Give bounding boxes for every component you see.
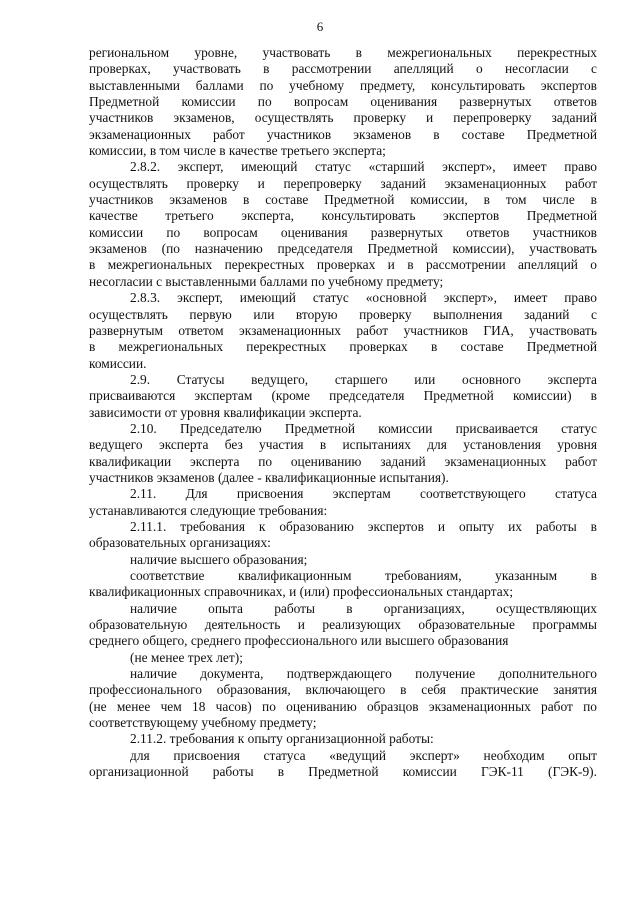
text-line: соответствие квалификационным требованиям, указанным в: [130, 568, 597, 583]
document-body: [89, 45, 597, 780]
text-line: качестве третьего эксперта, консультировать экспертов Предметной: [89, 208, 597, 224]
text-line: 2.11.1. требования к образованию экспертов и опыту их работы в: [130, 518, 597, 534]
text-line: участников экзаменов в составе Предметной комиссии, в том числе в: [89, 192, 597, 208]
text-line: зависимости от уровня квалификации эксперта.: [89, 404, 362, 420]
text-line: экзаменов (по назначению председателя Предметной комиссии), участвовать: [89, 241, 597, 257]
text-line: для присвоения статуса «ведущий эксперт» необходим опыт: [130, 747, 597, 763]
text-line: в межрегиональных перекрестных проверках в составе Предметной: [89, 339, 597, 355]
text-line: развернутым ответом экзаменационных работ участников ГИА, участвовать: [89, 322, 597, 338]
text-line: комиссии, в том числе в качестве третьего эксперта;: [89, 143, 386, 159]
text-line: региональном уровне, участвовать в межрегиональных перекрестных: [89, 45, 597, 60]
text-line: осуществлять проверку и перепроверку заданий экзаменационных работ: [89, 175, 597, 191]
text-line: присваиваются экспертам (кроме председателя Предметной комиссии) в: [89, 388, 597, 404]
text-line: комиссии по вопросам оценивания развернутых ответов участников: [89, 224, 597, 240]
text-line: среднего общего, среднего профессионального или высшего образования: [89, 633, 509, 649]
text-line: образовательную деятельность и реализующих образовательные программы: [89, 617, 597, 633]
text-line: 2.10. Председателю Предметной комиссии присваивается статус: [130, 420, 597, 436]
text-line: 2.11. Для присвоения экспертам соответствующего статуса: [130, 486, 597, 502]
text-line: образовательных организациях:: [89, 535, 271, 551]
text-line: проверках, участвовать в рассмотрении апелляций о несогласии с: [89, 61, 597, 77]
text-line: несогласии с выставленными баллами по учебному предмету;: [89, 273, 444, 289]
text-line: квалификационных справочниках, и (или) профессиональных стандартах;: [89, 584, 514, 600]
text-line: устанавливаются следующие требования:: [89, 502, 328, 518]
text-line: наличие документа, подтверждающего получение дополнительного: [130, 666, 597, 682]
text-line: 2.8.3. эксперт, имеющий статус «основной эксперт», имеет право: [130, 290, 597, 306]
text-line: комиссии.: [89, 355, 147, 371]
text-line: 2.11.2. требования к опыту организационной работы:: [130, 731, 434, 747]
text-line: в межрегиональных перекрестных проверках и в рассмотрении апелляций о: [89, 257, 597, 273]
text-line: профессионального образования, включающего в себя практические занятия: [89, 682, 597, 698]
page-number: 6: [316, 19, 324, 34]
text-line: Предметной комиссии по вопросам оценивания развернутых ответов: [89, 94, 597, 110]
text-line: выставленными баллами по учебному предмету, консультировать экспертов: [89, 77, 597, 93]
text-line: участников экзаменов (далее - квалификационные испытания).: [89, 469, 449, 485]
text-line: организационной работы в Предметной комиссии ГЭК-11 (ГЭК-9).: [89, 764, 597, 780]
text-line: соответствующему учебному предмету;: [89, 715, 317, 731]
text-line: 2.8.2. эксперт, имеющий статус «старший эксперт», имеет право: [130, 159, 597, 175]
text-line: осуществлять первую или вторую проверку выполнения заданий с: [89, 306, 597, 322]
text-line: наличие опыта работы в организациях, осуществляющих: [130, 600, 597, 616]
text-line: ведущего эксперта без участия в испытаниях для установления уровня: [89, 437, 597, 453]
text-line: 2.9. Статусы ведущего, старшего или основного эксперта: [130, 371, 597, 387]
text-line: квалификации эксперта по оцениванию заданий экзаменационных работ: [89, 453, 597, 469]
text-line: (не менее трех лет);: [130, 649, 243, 665]
text-line: экзаменационных работ участников экзаменов в составе Предметной: [89, 126, 597, 142]
text-line: (не менее чем 18 часов) по оцениванию образцов экзаменационных работ по: [89, 698, 597, 714]
text-line: наличие высшего образования;: [130, 551, 308, 567]
text-line: участников экзаменов, осуществлять проверку и перепроверку заданий: [89, 110, 597, 126]
